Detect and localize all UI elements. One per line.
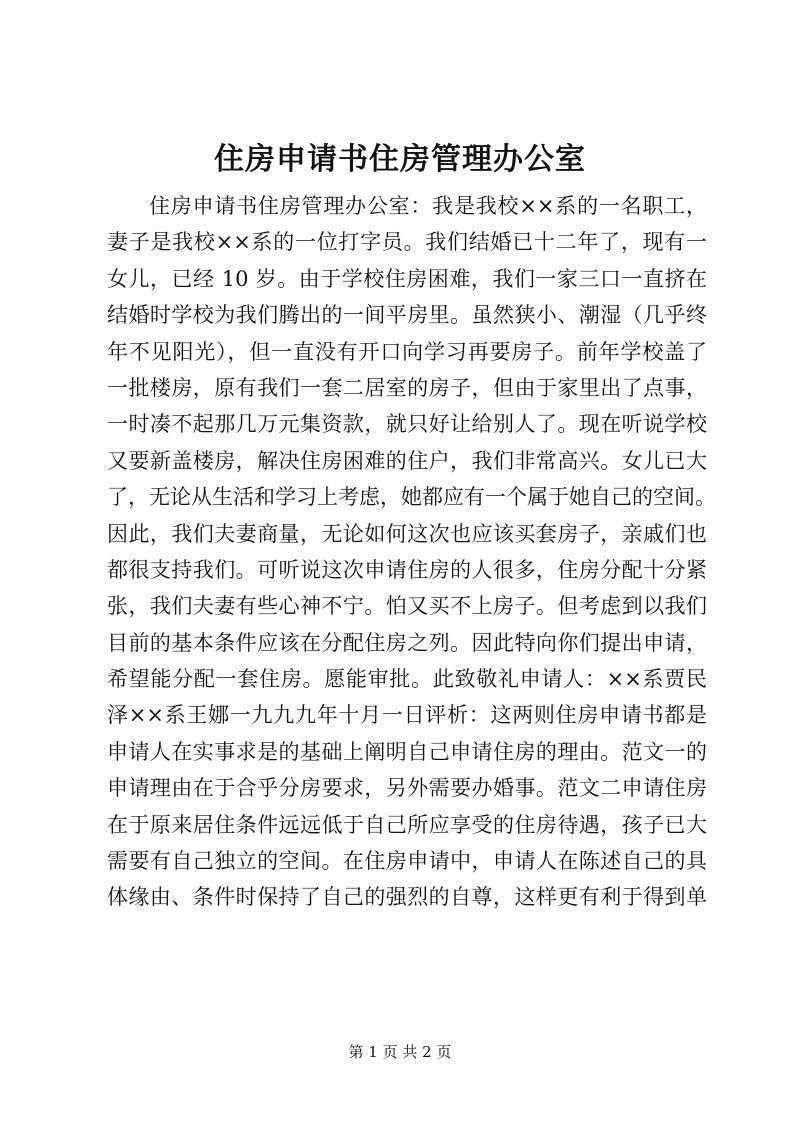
body-line: 因此，我们夫妻商量，无论如何这次也应该买套房子，亲戚们也 [107, 521, 707, 546]
body-line: 妻子是我校××系的一位打字员。我们结婚已十二年了，现有一 [107, 230, 707, 255]
page-footer: 第 1 页 共 2 页 [348, 1043, 452, 1061]
body-line: 女儿，已经 10 岁。由于学校住房困难，我们一家三口一直挤在 [107, 266, 707, 291]
document-title: 住房申请书住房管理办公室 [214, 142, 586, 177]
document-body [107, 188, 716, 916]
body-line: 了，无论从生活和学习上考虑，她都应有一个属于她自己的空间。 [107, 485, 716, 510]
body-line: 又要新盖楼房，解决住房困难的住户，我们非常高兴。女儿已大 [107, 448, 707, 473]
body-line: 张，我们夫妻有些心神不宁。怕又买不上房子。但考虑到以我们 [107, 594, 707, 619]
body-line: 一批楼房，原有我们一套二居室的房子，但由于家里出了点事， [107, 375, 707, 400]
body-line: 需要有自己独立的空间。在住房申请中，申请人在陈述自己的具 [107, 849, 707, 874]
body-line: 申请人在实事求是的基础上阐明自己申请住房的理由。范文一的 [107, 739, 707, 764]
body-line: 泽××系王娜一九九九年十月一日评析：这两则住房申请书都是 [107, 703, 707, 728]
body-line: 年不见阳光），但一直没有开口向学习再要房子。前年学校盖了 [107, 339, 707, 364]
body-line: 结婚时学校为我们腾出的一间平房里。虽然狭小、潮湿（几乎终 [107, 303, 707, 328]
body-line: 希望能分配一套住房。愿能审批。此致敬礼申请人：××系贾民 [107, 667, 707, 692]
body-line: 都很支持我们。可听说这次申请住房的人很多，住房分配十分紧 [107, 557, 707, 582]
body-line: 目前的基本条件应该在分配住房之列。因此特向你们提出申请， [107, 630, 707, 655]
body-line: 申请理由在于合乎分房要求，另外需要办婚事。范文二申请住房 [107, 776, 707, 801]
body-line: 住房申请书住房管理办公室：我是我校××系的一名职工， [149, 194, 707, 218]
body-line: 一时凑不起那几万元集资款，就只好让给别人了。现在听说学校 [107, 412, 707, 437]
body-line: 在于原来居住条件远远低于自己所应享受的住房待遇，孩子已大 [107, 812, 707, 837]
body-line: 体缘由、条件时保持了自己的强烈的自尊，这样更有利于得到单 [107, 885, 707, 910]
